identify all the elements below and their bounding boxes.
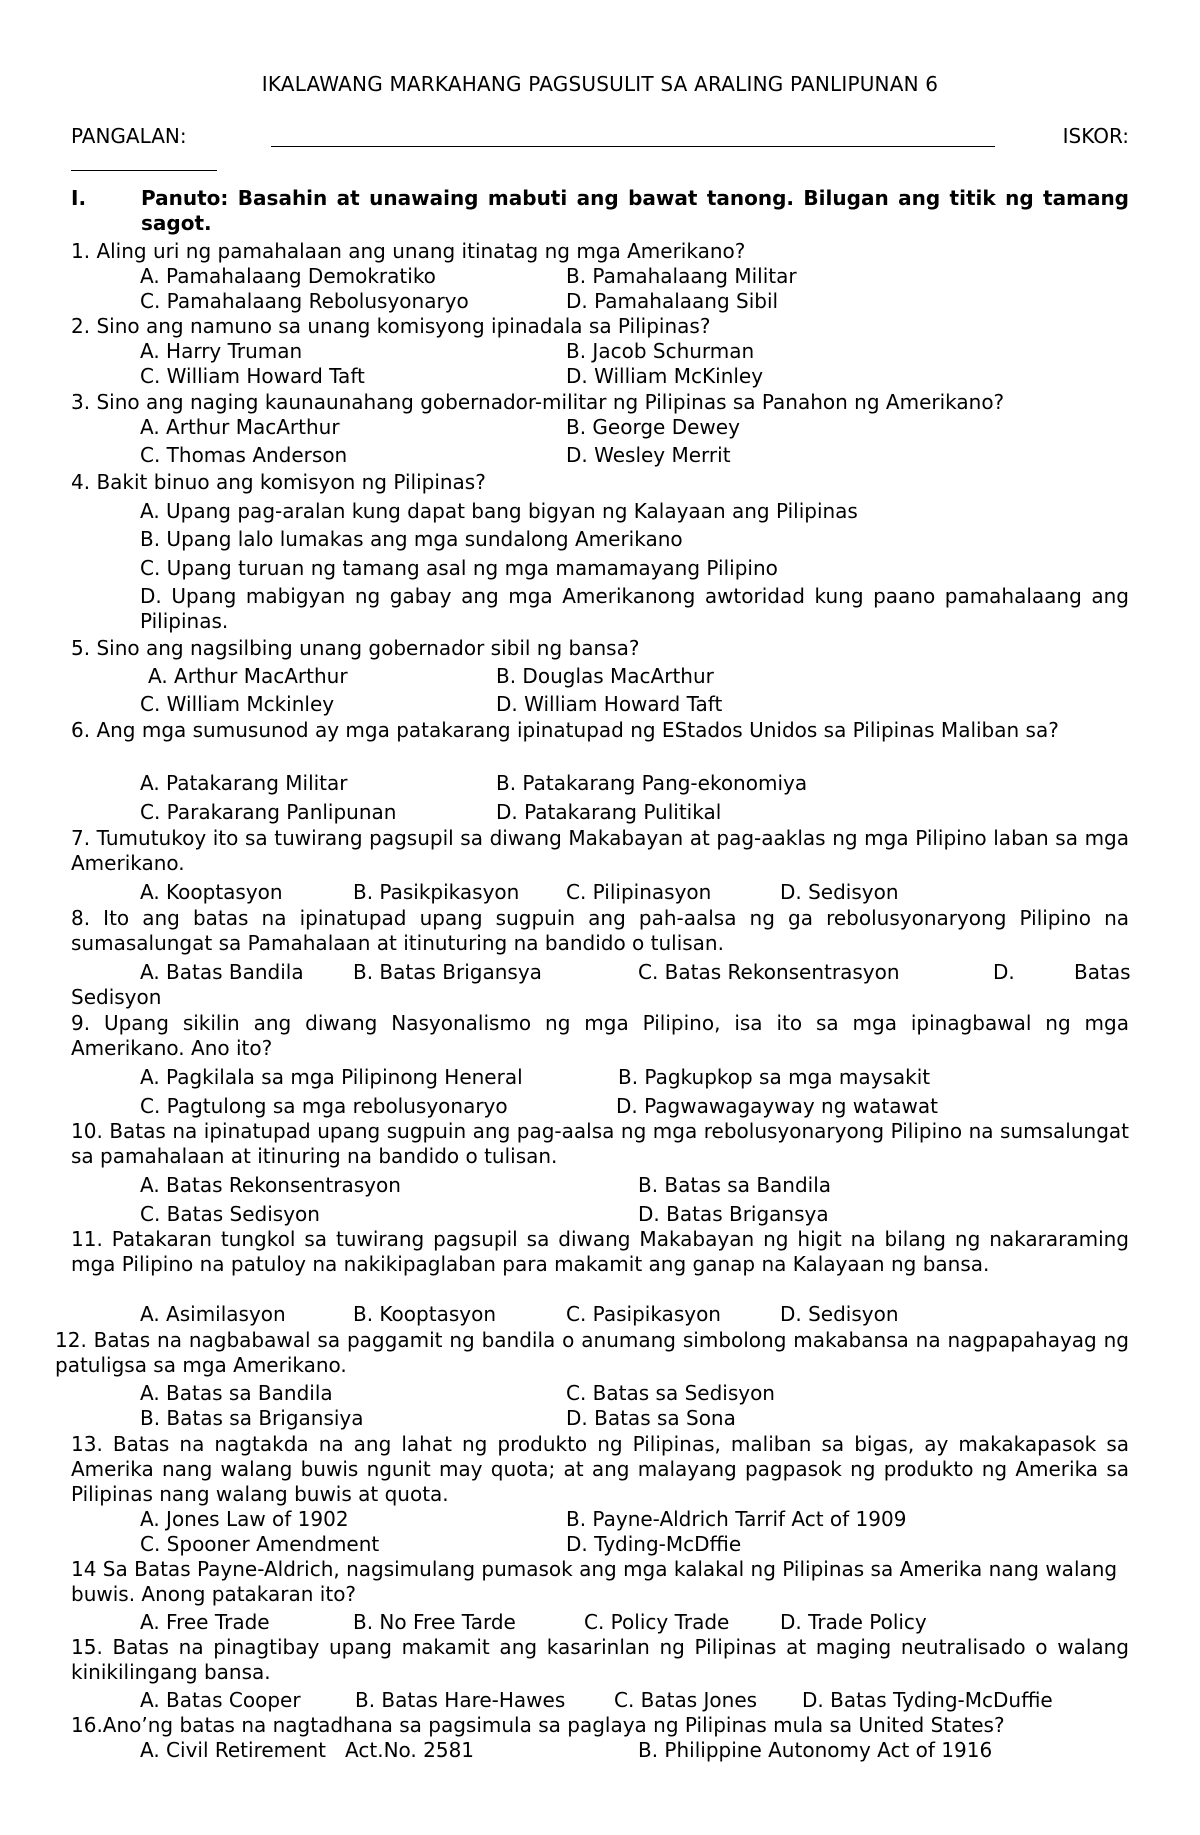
q13-option-a: A. Jones Law of 1902 — [140, 1507, 349, 1531]
q8-option-c: C. Batas Rekonsentrasyon — [638, 960, 900, 984]
q6-option-c: C. Parakarang Panlipunan — [140, 800, 397, 824]
q6-option-d: D. Patakarang Pulitikal — [496, 800, 722, 824]
q3-option-b: B. George Dewey — [566, 415, 740, 439]
q9-option-c: C. Pagtulong sa mga rebolusyonaryo — [140, 1094, 508, 1118]
question-5: 5. Sino ang nagsilbing unang gobernador sibil ng bansa? — [71, 636, 640, 660]
q2-option-c: C. William Howard Taft — [140, 364, 365, 388]
q12-option-b: B. Batas sa Brigansiya — [140, 1406, 364, 1430]
q2-option-b: B. Jacob Schurman — [566, 339, 755, 363]
question-10: 10. Batas na ipinatupad upang sugpuin ang pag-aalsa ng mga rebolusyonaryong Pilipino na sumsalungat sa pamahalaan at itinuring na bandido o tulisan. — [71, 1119, 1129, 1168]
q7-option-b: B. Pasikpikasyon — [353, 880, 520, 904]
q3-option-d: D. Wesley Merrit — [566, 443, 731, 467]
q2-option-d: D. William McKinley — [566, 364, 764, 388]
q1-option-d: D. Pamahalaang Sibil — [566, 289, 779, 313]
q4-option-a: A. Upang pag-aralan kung dapat bang bigyan ng Kalayaan ang Pilipinas — [140, 499, 858, 523]
q8-option-d: D. — [993, 960, 1015, 984]
q3-option-a: A. Arthur MacArthur — [140, 415, 340, 439]
q11-option-b: B. Kooptasyon — [353, 1302, 496, 1326]
q10-option-c: C. Batas Sedisyon — [140, 1202, 320, 1226]
q14-option-a: A. Free Trade — [140, 1610, 270, 1634]
q13-option-b: B. Payne-Aldrich Tarrif Act of 1909 — [566, 1507, 907, 1531]
q8-option-a: A. Batas Bandila — [140, 960, 304, 984]
q5-option-c: C. William Mckinley — [140, 692, 335, 716]
q10-option-a: A. Batas Rekonsentrasyon — [140, 1173, 401, 1197]
q12-option-a: A. Batas sa Bandila — [140, 1381, 333, 1405]
question-7: 7. Tumutukoy ito sa tuwirang pagsupil sa diwang Makabayan at pag-aaklas ng mga Pilipino laban sa mga Amerikano. — [71, 826, 1129, 875]
question-14: 14 Sa Batas Payne-Aldrich, nagsimulang pumasok ang mga kalakal ng Pilipinas sa Amerika nang walang buwis. Anong patakaran ito? — [71, 1557, 1118, 1606]
question-15: 15. Batas na pinagtibay upang makamit ang kasarinlan ng Pilipinas at maging neutralisado o walang kinikilingang bansa. — [71, 1635, 1129, 1684]
q9-option-b: B. Pagkupkop sa mga maysakit — [618, 1065, 931, 1089]
q11-option-c: C. Pasipikasyon — [566, 1302, 721, 1326]
q14-option-c: C. Policy Trade — [584, 1610, 730, 1634]
question-16: 16.Ano’ng batas na nagtadhana sa pagsimula sa paglaya ng Pilipinas mula sa United States? — [71, 1713, 1005, 1737]
name-row — [71, 124, 1129, 154]
question-9: 9. Upang sikilin ang diwang Nasyonalismo ng mga Pilipino, isa ito sa mga ipinagbawal ng mga Amerikano. Ano ito? — [71, 1011, 1129, 1060]
q10-option-b: B. Batas sa Bandila — [638, 1173, 832, 1197]
q14-option-d: D. Trade Policy — [780, 1610, 927, 1634]
q9-option-d: D. Pagwawagayway ng watawat — [616, 1094, 938, 1118]
q3-option-c: C. Thomas Anderson — [140, 443, 348, 467]
q10-option-d: D. Batas Brigansya — [638, 1202, 829, 1226]
q15-option-c: C. Batas Jones — [614, 1688, 758, 1712]
question-2: 2. Sino ang namuno sa unang komisyong ipinadala sa Pilipinas? — [71, 314, 711, 338]
question-13: 13. Batas na nagtakda na ang lahat ng produkto ng Pilipinas, maliban sa bigas, ay makakapasok sa Amerika nang walang buwis ngunit may quota; at ang malayang pagpasok ng produkto ng Amerika sa Pilipinas nang walang buwis at quota. — [71, 1432, 1129, 1506]
q16-option-a: A. Civil Retirement Act.No. 2581 — [140, 1738, 475, 1762]
q4-option-c: C. Upang turuan ng tamang asal ng mga mamamayang Pilipino — [140, 556, 778, 580]
q8-option-b: B. Batas Brigansya — [353, 960, 542, 984]
question-12: 12. Batas na nagbabawal sa paggamit ng bandila o anumang simbolong makabansa na nagpapahayag ng patuligsa sa mga Amerikano. — [55, 1328, 1129, 1377]
q15-option-b: B. Batas Hare-Hawes — [355, 1688, 566, 1712]
exam-title: IKALAWANG MARKAHANG PAGSUSULIT SA ARALING PANLIPUNAN 6 — [261, 72, 939, 96]
q13-option-c: C. Spooner Amendment — [140, 1532, 380, 1556]
question-4: 4. Bakit binuo ang komisyon ng Pilipinas? — [71, 470, 486, 494]
q1-option-b: B. Pamahalaang Militar — [566, 264, 797, 288]
instructions-text: Panuto: Basahin at unawaing mabuti ang bawat tanong. Bilugan ang titik ng tamang sagot. — [141, 186, 1129, 235]
q11-option-a: A. Asimilasyon — [140, 1302, 286, 1326]
q4-option-b: B. Upang lalo lumakas ang mga sundalong Amerikano — [140, 527, 683, 551]
q4-option-d: D. Upang mabigyan ng gabay ang mga Amerikanong awtoridad kung paano pamahalaang ang Pilipinas. — [140, 584, 1129, 633]
q2-option-a: A. Harry Truman — [140, 339, 303, 363]
name-label: PANGALAN: — [71, 124, 187, 148]
question-1: 1. Aling uri ng pamahalaan ang unang itinatag ng mga Amerikano? — [71, 239, 746, 263]
q11-option-d: D. Sedisyon — [780, 1302, 899, 1326]
q14-option-b: B. No Free Tarde — [353, 1610, 516, 1634]
q9-option-a: A. Pagkilala sa mga Pilipinong Heneral — [140, 1065, 523, 1089]
score-label: ISKOR: — [1062, 124, 1129, 148]
q16-option-b: B. Philippine Autonomy Act of 1916 — [638, 1738, 993, 1762]
q7-option-a: A. Kooptasyon — [140, 880, 283, 904]
q1-option-c: C. Pamahalaang Rebolusyonaryo — [140, 289, 469, 313]
question-11: 11. Patakaran tungkol sa tuwirang pagsupil sa diwang Makabayan ng higit na bilang ng nakararaming mga Pilipino na patuloy na nakikipaglaban para makamit ang ganap na Kalayaan ng bansa. — [71, 1227, 1129, 1276]
q6-option-b: B. Patakarang Pang-ekonomiya — [496, 771, 808, 795]
name-blank-line — [271, 146, 995, 147]
q8-option-d-cont: Sedisyon — [71, 985, 162, 1009]
q5-option-b: B. Douglas MacArthur — [496, 664, 714, 688]
q12-option-c: C. Batas sa Sedisyon — [566, 1381, 775, 1405]
question-8: 8. Ito ang batas na ipinatupad upang sugpuin ang pah-aalsa ng ga rebolusyonaryong Pilipino na sumasalungat sa Pamahalaan at itinuturing na bandido o tulisan. — [71, 906, 1129, 955]
q5-option-d: D. William Howard Taft — [496, 692, 723, 716]
q15-option-d: D. Batas Tyding-McDuffie — [802, 1688, 1053, 1712]
q15-option-a: A. Batas Cooper — [140, 1688, 301, 1712]
q6-option-a: A. Patakarang Militar — [140, 771, 348, 795]
question-6: 6. Ang mga sumusunod ay mga patakarang ipinatupad ng EStados Unidos sa Pilipinas Maliban sa? — [71, 718, 1059, 742]
score-blank-line — [71, 170, 217, 171]
q5-option-a: A. Arthur MacArthur — [148, 664, 348, 688]
section-number: I. — [71, 186, 87, 210]
q8-option-d-word: Batas — [1074, 960, 1131, 984]
q1-option-a: A. Pamahalaang Demokratiko — [140, 264, 436, 288]
q7-option-d: D. Sedisyon — [780, 880, 899, 904]
q7-option-c: C. Pilipinasyon — [566, 880, 712, 904]
question-3: 3. Sino ang naging kaunaunahang gobernador-militar ng Pilipinas sa Panahon ng Amerikano? — [71, 390, 1005, 414]
q13-option-d: D. Tyding-McDffie — [566, 1532, 742, 1556]
q12-option-d: D. Batas sa Sona — [566, 1406, 736, 1430]
